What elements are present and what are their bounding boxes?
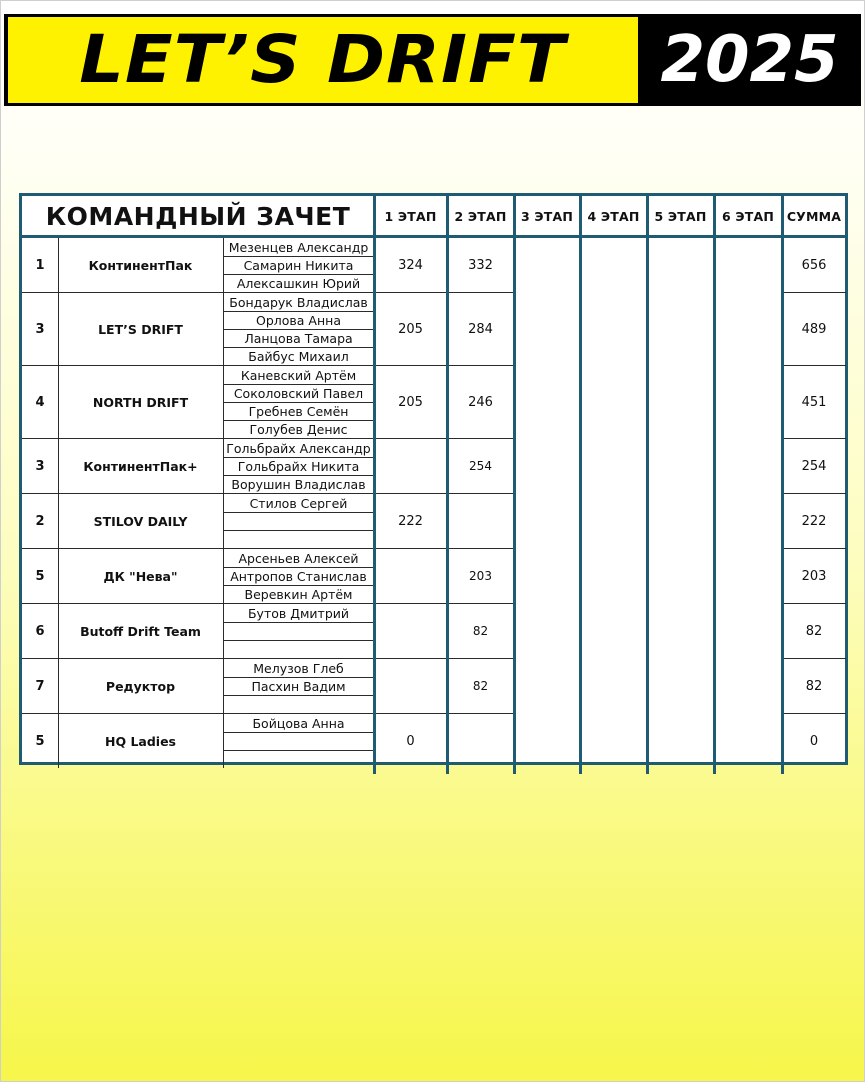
stage1-score bbox=[374, 659, 447, 713]
team-name: Редуктор bbox=[105, 678, 176, 694]
team-member: Алексашкин Юрий bbox=[236, 275, 361, 291]
stage2-score: 254 bbox=[469, 459, 492, 473]
stage1-score: 205 bbox=[398, 394, 423, 410]
team-place: 6 bbox=[35, 623, 45, 639]
member-divider bbox=[223, 585, 374, 586]
col-divider bbox=[58, 238, 59, 768]
col-divider bbox=[223, 238, 224, 768]
member-divider bbox=[223, 732, 374, 733]
banner-year-box bbox=[638, 14, 861, 106]
team-member: Веревкин Артём bbox=[244, 586, 353, 602]
team-place: 5 bbox=[35, 568, 45, 584]
stage-header: 5 ЭТАП bbox=[654, 208, 707, 224]
member-divider bbox=[223, 384, 374, 385]
team-member: Ланцова Тамара bbox=[244, 330, 353, 346]
team-member bbox=[223, 750, 374, 768]
team-member: Арсеньев Алексей bbox=[238, 550, 359, 566]
member-divider bbox=[223, 695, 374, 696]
stage-col-divider bbox=[513, 196, 516, 774]
member-divider bbox=[223, 347, 374, 348]
team-name: КонтинентПак bbox=[88, 257, 193, 273]
stage-header: 4 ЭТАП bbox=[587, 208, 640, 224]
total-score: 489 bbox=[801, 321, 827, 337]
team-name: NORTH DRIFT bbox=[92, 394, 189, 410]
member-divider bbox=[223, 677, 374, 678]
stage-col-divider bbox=[446, 196, 449, 774]
team-member: Ворушин Владислав bbox=[231, 476, 366, 492]
team-member: Каневский Артём bbox=[240, 367, 357, 383]
member-divider bbox=[223, 475, 374, 476]
team-member: Байбус Михаил bbox=[248, 348, 349, 364]
team-member: Голубев Денис bbox=[249, 421, 348, 437]
table-title: КОМАНДНЫЙ ЗАЧЕТ bbox=[45, 201, 351, 231]
team-standings-table bbox=[19, 193, 848, 765]
team-place: 7 bbox=[35, 678, 45, 694]
member-divider bbox=[223, 750, 374, 751]
team-member bbox=[223, 640, 374, 658]
stage2-score: 82 bbox=[472, 624, 489, 638]
stage1-score: 0 bbox=[406, 733, 415, 749]
total-score: 0 bbox=[809, 733, 819, 749]
stage2-score: 284 bbox=[468, 321, 493, 337]
banner-title: LET’S DRIFT bbox=[79, 21, 567, 98]
total-header: СУММА bbox=[786, 208, 842, 224]
total-score: 203 bbox=[801, 568, 827, 584]
member-divider bbox=[223, 329, 374, 330]
stage2-score bbox=[447, 494, 514, 548]
team-name: LET’S DRIFT bbox=[98, 321, 183, 337]
team-member: Бутов Дмитрий bbox=[247, 605, 350, 621]
banner-year: 2025 bbox=[660, 23, 839, 97]
member-divider bbox=[223, 622, 374, 623]
team-member: Антропов Станислав bbox=[230, 568, 367, 584]
team-name: HQ Ladies bbox=[105, 733, 176, 749]
member-divider bbox=[223, 640, 374, 641]
stage-col-divider bbox=[579, 196, 582, 774]
team-member: Орлова Анна bbox=[256, 312, 341, 328]
header-banner bbox=[4, 14, 861, 106]
team-member: Гольбрайх Никита bbox=[237, 458, 360, 474]
stage1-score: 205 bbox=[398, 321, 423, 337]
team-member: Пасхин Вадим bbox=[251, 678, 346, 694]
team-member bbox=[223, 732, 374, 750]
stage1-score bbox=[374, 604, 447, 658]
stage2-score: 82 bbox=[472, 679, 489, 693]
team-place: 2 bbox=[35, 513, 45, 529]
stage-col-divider bbox=[373, 196, 376, 774]
member-divider bbox=[223, 530, 374, 531]
stage1-score: 324 bbox=[398, 257, 423, 273]
team-name: STILOV DAILY bbox=[93, 513, 188, 529]
team-member: Гребнев Семён bbox=[248, 403, 349, 419]
member-divider bbox=[223, 311, 374, 312]
stage1-score bbox=[374, 439, 447, 493]
stage2-score: 332 bbox=[468, 257, 493, 273]
team-member bbox=[223, 622, 374, 640]
team-place: 5 bbox=[35, 733, 45, 749]
member-divider bbox=[223, 512, 374, 513]
stage1-score: 222 bbox=[398, 513, 423, 529]
member-divider bbox=[223, 402, 374, 403]
team-member: Бойцова Анна bbox=[252, 715, 345, 731]
team-place: 3 bbox=[35, 321, 45, 337]
stage-header: 2 ЭТАП bbox=[454, 208, 507, 224]
stage-header: 3 ЭТАП bbox=[520, 208, 574, 224]
total-score: 222 bbox=[801, 513, 827, 529]
stage-col-divider bbox=[646, 196, 649, 774]
member-divider bbox=[223, 256, 374, 257]
team-name: Butoff Drift Team bbox=[80, 623, 201, 639]
team-member: Мезенцев Александр bbox=[228, 239, 369, 255]
stage2-score bbox=[447, 714, 514, 768]
total-score: 656 bbox=[801, 257, 827, 273]
member-divider bbox=[223, 567, 374, 568]
stage-col-divider bbox=[781, 196, 784, 774]
team-member: Самарин Никита bbox=[243, 257, 354, 273]
stage2-score: 246 bbox=[468, 394, 493, 410]
stage-header: 6 ЭТАП bbox=[721, 208, 775, 224]
team-member: Стилов Сергей bbox=[249, 495, 348, 511]
stage1-score bbox=[374, 549, 447, 603]
total-score: 82 bbox=[805, 678, 823, 694]
team-name: КонтинентПак+ bbox=[83, 458, 198, 474]
team-member bbox=[223, 695, 374, 713]
member-divider bbox=[223, 420, 374, 421]
team-place: 1 bbox=[35, 257, 45, 273]
team-name: ДК "Нева" bbox=[103, 568, 178, 584]
team-place: 3 bbox=[35, 458, 45, 474]
stage2-score: 203 bbox=[469, 569, 492, 583]
stage-col-divider bbox=[713, 196, 716, 774]
banner-title-box bbox=[8, 17, 638, 103]
team-place: 4 bbox=[35, 394, 45, 410]
stage-header: 1 ЭТАП bbox=[384, 208, 437, 224]
total-score: 82 bbox=[805, 623, 823, 639]
team-member bbox=[223, 530, 374, 548]
team-member: Бондарук Владислав bbox=[229, 294, 368, 310]
total-score: 254 bbox=[801, 458, 827, 474]
team-member: Гольбрайх Александр bbox=[226, 440, 371, 456]
total-score: 451 bbox=[801, 394, 827, 410]
member-divider bbox=[223, 274, 374, 275]
team-member: Соколовский Павел bbox=[233, 385, 364, 401]
team-member bbox=[223, 512, 374, 530]
team-member: Мелузов Глеб bbox=[253, 660, 344, 676]
member-divider bbox=[223, 457, 374, 458]
